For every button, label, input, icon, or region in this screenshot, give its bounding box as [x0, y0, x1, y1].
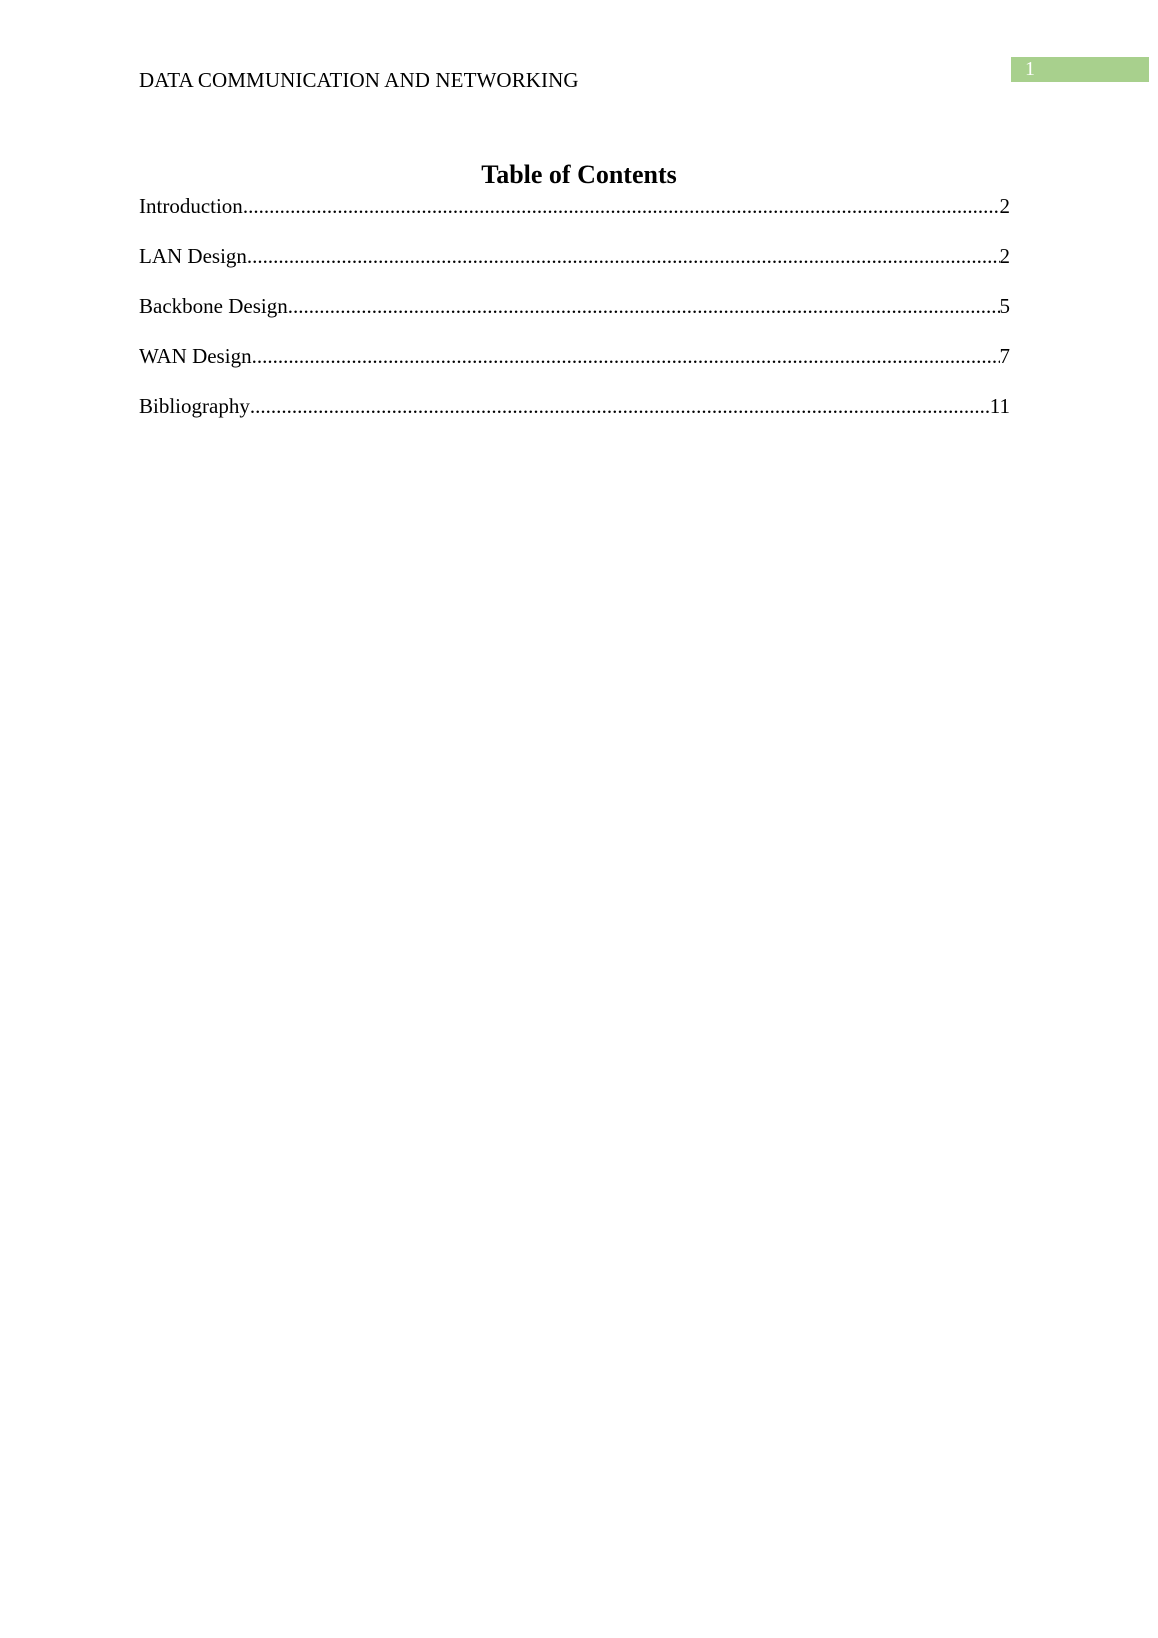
toc-dot-leader [243, 194, 1000, 219]
table-of-contents [139, 194, 1010, 444]
toc-dot-leader [250, 394, 990, 419]
page-number-badge [1011, 57, 1149, 82]
toc-entry-page: 2 [999, 244, 1010, 268]
toc-dot-leader [247, 244, 1000, 269]
toc-entry-page: 2 [999, 194, 1010, 218]
toc-entry-label: Backbone Design [139, 294, 288, 318]
toc-entry-label: Introduction [139, 194, 243, 218]
toc-title: Table of Contents [481, 160, 677, 189]
toc-entry-bibliography[interactable] [139, 394, 1010, 444]
page-number: 1 [1025, 58, 1035, 80]
toc-entry-page: 7 [999, 344, 1010, 368]
toc-entry-backbone-design[interactable] [139, 294, 1010, 344]
toc-entry-label: LAN Design [139, 244, 247, 268]
toc-entry-lan-design[interactable] [139, 244, 1010, 294]
toc-dot-leader [288, 294, 1000, 319]
running-head: DATA COMMUNICATION AND NETWORKING [139, 68, 579, 92]
toc-entry-wan-design[interactable] [139, 344, 1010, 394]
toc-entry-label: Bibliography [139, 394, 250, 418]
toc-entry-page: 11 [989, 394, 1010, 418]
toc-entry-introduction[interactable] [139, 194, 1010, 244]
toc-dot-leader [252, 344, 1000, 369]
toc-entry-label: WAN Design [139, 344, 252, 368]
toc-entry-page: 5 [999, 294, 1010, 318]
